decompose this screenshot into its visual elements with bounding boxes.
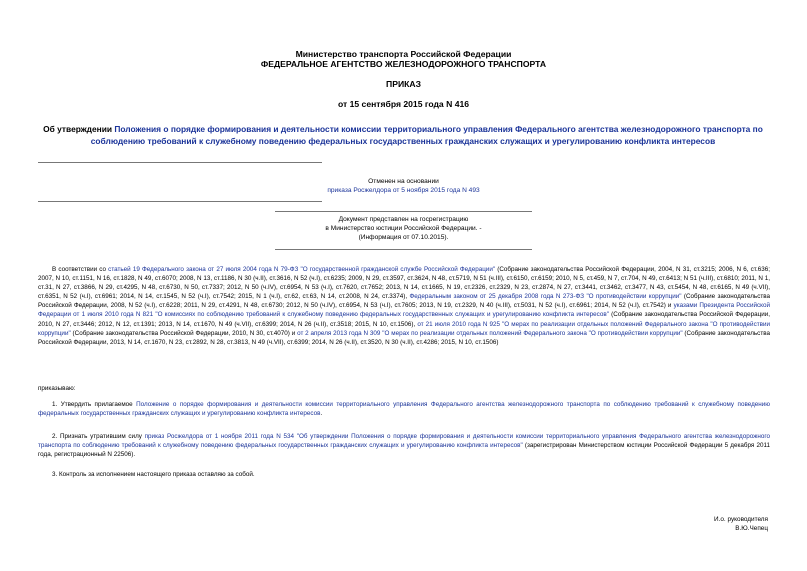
signatory-position: И.о. руководителя (714, 516, 768, 523)
registration-note (0, 215, 807, 242)
decree-821-link[interactable]: указами Президента Российской Федерации от 1 июля 2010 года N 821 "О комиссиях по соблюдению требований к служебному поведению федеральных государственных служащих и урегулированию конфликта интересов" (38, 302, 770, 319)
order-item-3: 3. Контроль за исполнением настоящего приказа оставляю за собой. (52, 471, 255, 478)
document-title (38, 123, 768, 147)
document-date: от 15 сентября 2015 года N 416 (337, 99, 470, 109)
title-link[interactable]: Положения о порядке формирования и деятельности комиссии территориального управления Федерального агентства железнодорожного транспорта по соблюдению требований к служебному поведению федеральных государственных гражданских служащих и урегулированию конфликта интересов (90, 124, 763, 146)
preamble-text: В соответствии со (52, 266, 109, 273)
title-prefix: Об утверждении (43, 124, 115, 134)
divider (38, 162, 322, 163)
law-79fz-link[interactable]: статьей 19 Федерального закона от 27 июля 2004 года N 79-ФЗ "О государственной гражданской службе Российской Федерации" (108, 266, 496, 273)
divider (38, 201, 322, 202)
preamble-text: (Собрание законодательства Российской Федерации, 2010, N 27, ст.3446; 2012, N 12, ст.1391; 2013, N 14, ст.1670, N 49 (ч.VII), ст.6399; 2014, N 26 (ч.II), ст.3518; 2015, N 10, ст.1506), (38, 311, 770, 328)
cancel-order-link[interactable]: приказа Росжелдора от 5 ноября 2015 года N 493 (327, 187, 480, 194)
preamble-paragraph (38, 265, 770, 347)
signatory-name: В.Ю.Чепец (735, 525, 768, 532)
order-534-link[interactable]: приказ Росжелдора от 1 ноября 2011 года N 534 "Об утверждении Положения о порядке формирования и деятельности комиссии территориального управления Федерального агентства железнодорожного транспорта по соблюдению требований к служебному поведению федеральных государственных гражданских служащих и урегулированию конфликта интересов" (38, 433, 770, 450)
order-item-1 (38, 400, 770, 418)
agency-name: ФЕДЕРАЛЬНОЕ АГЕНТСТВО ЖЕЛЕЗНОДОРОЖНОГО ТРАНСПОРТА (260, 59, 547, 69)
divider (275, 211, 532, 212)
ministry-name: Министерство транспорта Российской Федерации (295, 49, 512, 59)
item-text: (зарегистрирован Министерством юстиции Российской Федерации 5 декабря 2011 года, регистрационный N 22506). (38, 442, 770, 459)
order-item-2 (38, 432, 770, 459)
preamble-text: (Собрание законодательства Российской Федерации, 2008, N 52 (ч.I), ст.6228; 2011, N 29, ст.4291, N 48, ст.6730; 2012, N 50 (ч.IV), ст.6954, N 53 (ч.I), ст.7605; 2013, N 19, ст.2329, N 40 (ч.III), ст.5031, N 52 (ч.I), ст.6961; 2014, N 52 (ч.I), ст.7542) и (38, 293, 771, 310)
signature-block (714, 515, 768, 533)
divider (275, 249, 532, 250)
regulation-link[interactable]: Положение о порядке формирования и деятельности комиссии территориального управления Федерального агентства железнодорожного транспорта по соблюдению требований к служебному поведению федеральных государственных гражданских служащих и урегулированию конфликта интересов (38, 401, 770, 418)
preamble-text: (Собрание законодательства Российской Федерации, 2013, N 14, ст.1670, N 23, ст.2892, N 28, ст.3813, N 49 (ч.VII), ст.6399; 2014, N 26 (ч.II), ст.3520, N 30 (ч.II), ст.4286; 2015, N 10, ст.1506) (38, 329, 770, 346)
preamble-text: (Собрание законодательства Российской Федерации, 2004, N 31, ст.3215; 2006, N 6, ст.636; 2007, N 10, ст.1151, N 16, ст.1828, N 49, ст.6070; 2008, N 13, ст.1186, N 30 (ч.II), ст.3616, N 52 (ч.I), ст.6235; 2009, N 29, ст.3597, ст.3624, N 48, ст.5719, N 51 (ч.III), ст.6150, ст.6159; 2010, N 5, ст.459, N 7, ст.704, N 49, ст.6413; N 51 (ч.III), ст.6810; 2011, N 1, ст.31, N 27, ст.3866, N 29, ст.4295, N 48, ст.6730, N 50, ст.7337; 2012, N 50 (ч.IV), ст.6954, N 53 (ч.I), ст.7620, ст.7652; 2013, N 14, ст.1665, N 19, ст.2326, ст.2329, N 23, ст.2874, N 27, ст.3441, ст.3462, ст.3477, N 43, ст.5454, N 48, ст.6165, N 49 (ч.VII), ст.6351, N 52 (ч.I), ст.6961; 2014, N 14, ст.1545, N 52 (ч.I), ст.7542; 2015, N 1 (ч.I), ст.62, ст.63, N 14, ст.2008, N 24, ст.3374), (38, 266, 770, 301)
cancel-note (0, 177, 807, 195)
registration-line-2: в Министерство юстиции Российской Федерации. - (325, 225, 482, 232)
order-word: приказываю: (38, 385, 76, 392)
decree-925-link[interactable]: от 21 июля 2010 года N 925 "О мерах по реализации отдельных положений Федерального закона "О противодействии коррупции" (38, 320, 770, 337)
decree-309-link[interactable]: от 2 апреля 2013 года N 309 "О мерах по реализации отдельных положений Федерального закона "О противодействии коррупции" (297, 329, 683, 337)
law-273fz-link[interactable]: Федеральным законом от 25 декабря 2008 года N 273-ФЗ "О противодействии коррупции" (409, 293, 682, 301)
item-text: 1. Утвердить прилагаемое (52, 401, 137, 408)
document-type: ПРИКАЗ (386, 79, 421, 89)
item-text: . (320, 410, 323, 418)
item-text: 2. Признать утратившим силу (52, 433, 145, 440)
registration-line-3: (Информация от 07.10.2015). (358, 234, 449, 241)
preamble-text: (Собрание законодательства Российской Федерации, 2010, N 30, ст.4070) и (70, 329, 298, 337)
cancel-note-text: Отменен на основании (368, 178, 439, 185)
registration-line-1: Документ представлен на госрегистрацию (338, 216, 469, 223)
